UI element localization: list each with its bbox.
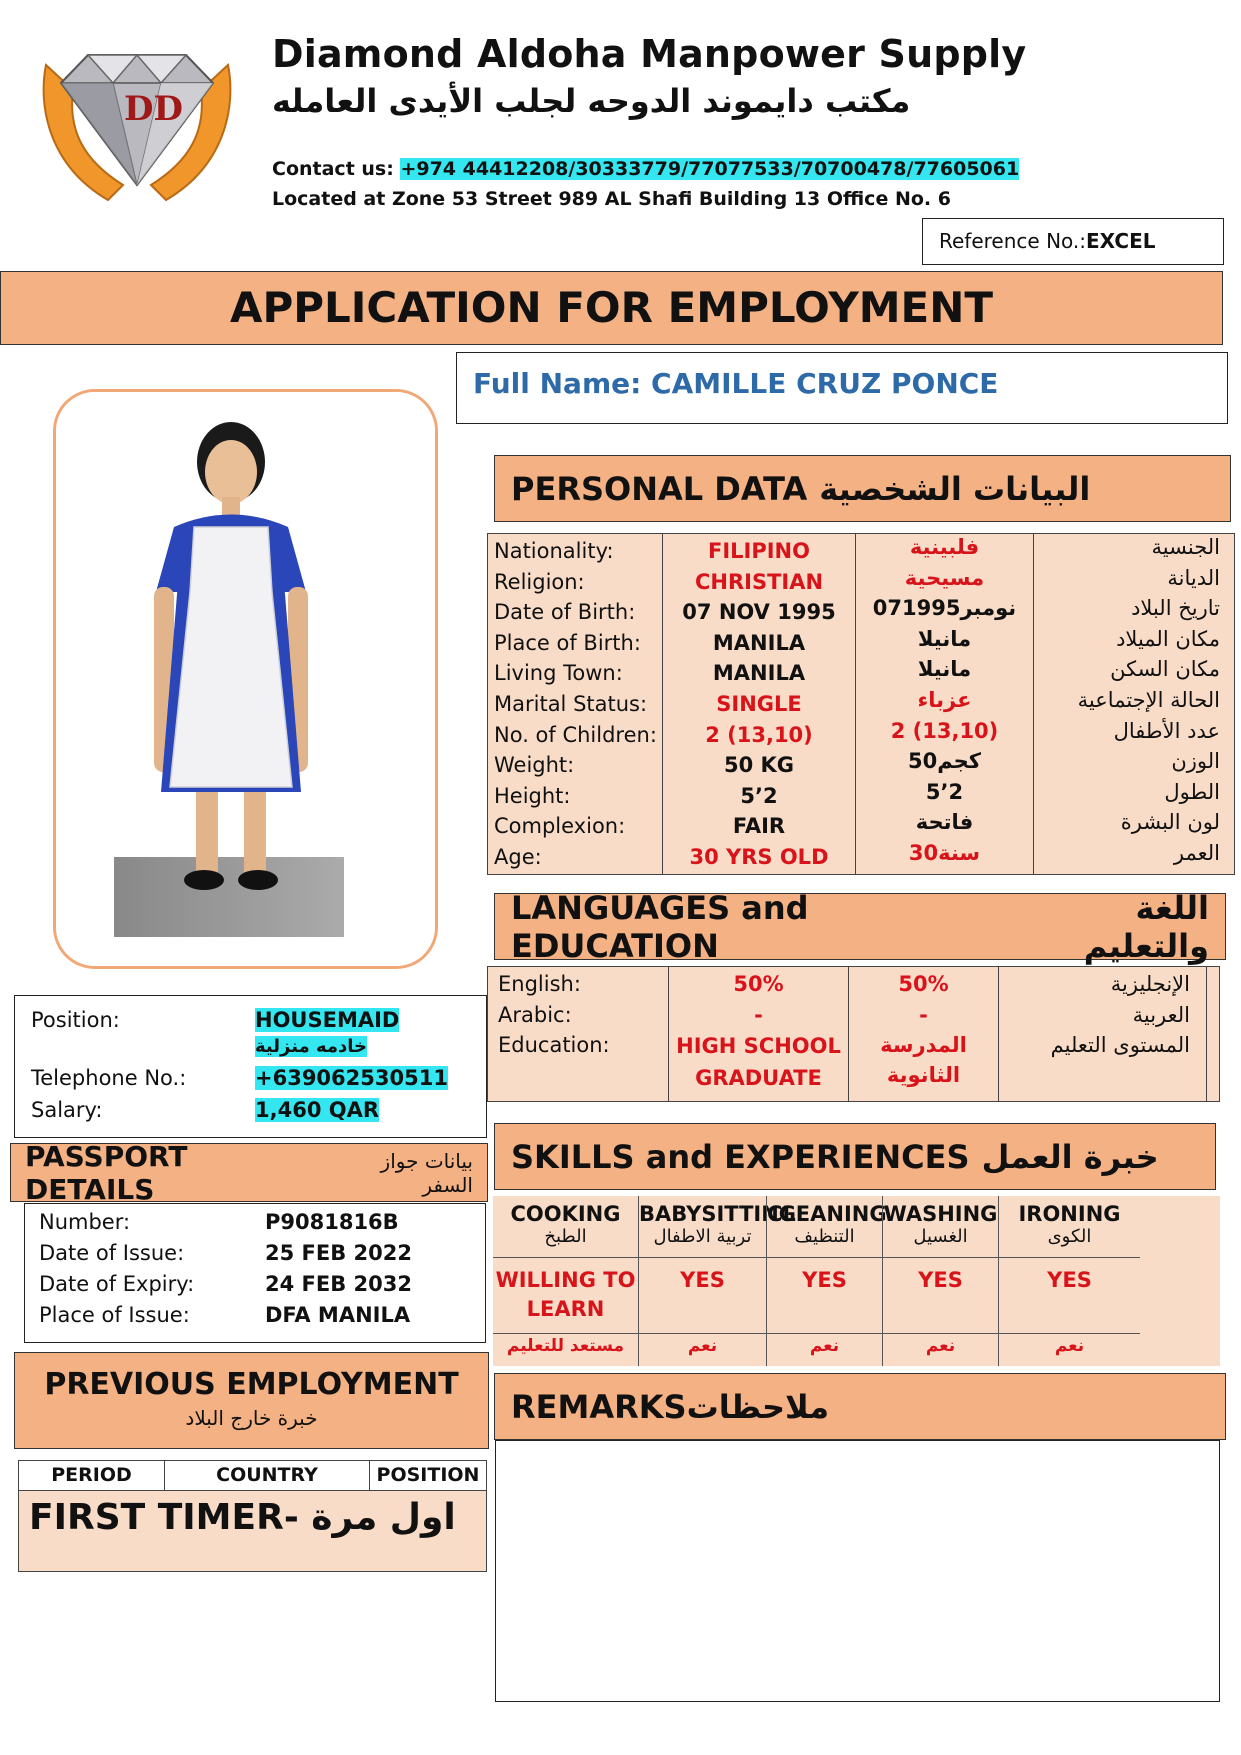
pd-label-ar-0: الجنسية [1151,535,1220,559]
skill-column [638,1196,797,1366]
company-name: Diamond Aldoha Manpower Supply [272,32,1027,76]
skill-name-ar: التنظيف [794,1226,855,1247]
previous-employment-title: PREVIOUS EMPLOYMENT [44,1367,459,1402]
pd-label-ar-1: الديانة [1167,565,1220,590]
languages-header [494,888,1226,965]
language-labels [498,969,610,1061]
first-timer-value: FIRST TIMER- اول مرة [29,1497,456,1538]
skill-name: COOKING [510,1202,621,1226]
skill-value-ar: نعم [809,1336,840,1356]
pd-value-ar-3: مانيلا [917,626,972,651]
previous-employment-header [14,1352,489,1449]
pd-label-9: Complexion: [494,814,626,839]
passport-box [24,1203,486,1343]
skill-name-ar: تربية الاطفال [653,1226,752,1247]
contact-label: Contact us: [272,158,401,180]
passport-header [10,1139,488,1206]
pd-label-2: Date of Birth: [494,600,636,625]
pd-label-5: Marital Status: [494,691,648,716]
pd-label-ar-4: مكان السكن [1110,657,1220,682]
pd-label-10: Age: [494,844,542,869]
col-period: PERIOD [19,1461,165,1490]
personal-data-values [664,536,854,873]
pd-label-6: No. of Children: [494,722,657,747]
pd-label-ar-9: لون البشرة [1120,810,1220,835]
arabic-value-ar: - [919,1002,928,1027]
pd-label-7: Weight: [494,753,575,778]
reference-label: Reference No.: [939,229,1087,253]
language-values-ar [850,969,997,1090]
position-value-ar: خادمه منزلية [255,1036,368,1057]
personal-data-title-ar: البيانات الشخصية [819,469,1091,508]
skill-column [493,1196,638,1366]
full-name: Full Name: CAMILLE CRUZ PONCE [456,352,1228,424]
remarks-title-ar: ملاحظات [686,1387,830,1426]
pd-value-ar-6: 2 (13,10) [890,718,999,743]
reference-box [922,218,1224,265]
skill-name-ar: الطبخ [544,1226,587,1247]
english-value: 50% [733,972,784,996]
skill-column [998,1196,1140,1366]
personal-data-labels-ar [1036,532,1220,869]
skill-name: BABYSITTING [639,1202,797,1226]
col-country: COUNTRY [165,1461,370,1490]
education-label: Education: [498,1033,610,1058]
skill-name: IRONING [1018,1202,1121,1226]
position-box [14,995,487,1138]
arabic-value: - [754,1002,763,1027]
company-name-arabic: مكتب دايموند الدوحه لجلب الأيدى العامله [272,82,911,120]
pd-label-ar-7: الوزن [1171,749,1220,774]
previous-employment-title-ar: خبرة خارج البلاد [185,1406,318,1430]
passport-number-label: Number: [39,1210,131,1234]
pd-value-6: 2 (13,10) [705,722,813,747]
skills-title: SKILLS and EXPERIENCES [511,1137,970,1176]
skill-value: YES [767,1258,882,1334]
pd-value-ar-2: 07نومبر1995 [872,596,1017,621]
pd-label-ar-2: تاريخ البلاد [1131,596,1220,621]
pd-label-ar-10: العمر [1173,840,1220,865]
applicant-photo [53,389,438,969]
language-labels-ar [1000,969,1190,1061]
salary-label: Salary: [31,1098,103,1122]
pd-label-ar-8: الطول [1164,779,1220,804]
pd-value-9: FAIR [732,814,786,839]
page-title: APPLICATION FOR EMPLOYMENT [0,271,1223,345]
pd-value-ar-1: مسيحية [904,565,985,590]
pd-value-8: 5’2 [740,783,778,808]
reference-value: EXCEL [1086,229,1156,253]
pd-label-0: Nationality: [494,539,614,563]
place-of-issue-label: Place of Issue: [39,1303,190,1327]
logo-letters: DD [124,89,183,129]
issue-date-value: 25 FEB 2022 [265,1241,412,1265]
skills-header [494,1123,1216,1190]
pd-value-3: MANILA [712,630,806,655]
skill-column [882,1196,998,1366]
pd-value-5: SINGLE [716,691,802,716]
pd-value-ar-7: 50كجم [907,749,982,774]
personal-data-table [487,533,1235,875]
salary-value: 1,460 QAR [255,1098,380,1122]
pd-value-ar-8: 5’2 [925,779,964,804]
skill-name: CLEANING [767,1202,887,1226]
languages-table [487,966,1220,1102]
pd-value-1: CHRISTIAN [694,569,824,594]
pd-value-4: MANILA [712,661,806,686]
education-label-ar: المستوى التعليم [1050,1033,1190,1058]
pd-label-ar-3: مكان الميلاد [1116,626,1220,651]
pd-value-ar-10: 30سنة [908,840,981,865]
company-logo [28,35,246,215]
pd-label-ar-5: الحالة الإجتماعية [1077,687,1220,712]
education-value: HIGH SCHOOL GRADUATE [676,1034,841,1091]
skill-name-ar: الغسيل [913,1226,968,1247]
passport-title-ar: بيانات جواز السفر [380,1148,473,1197]
telephone-label: Telephone No.: [31,1066,187,1090]
passport-number-value: P9081816B [265,1210,399,1234]
pd-value-ar-0: فلبينية [909,535,980,559]
pd-value-ar-4: مانيلا [917,657,972,682]
skill-value: YES [999,1258,1140,1334]
contact-line [272,158,1019,180]
pd-value-2: 07 NOV 1995 [682,600,836,625]
skills-table [493,1196,1220,1366]
arabic-label-ar: العربية [1132,1002,1190,1027]
telephone-value: +639062530511 [255,1066,448,1090]
skill-value: WILLING TO LEARN [493,1258,638,1334]
skill-value-ar: نعم [925,1336,956,1356]
pd-label-4: Living Town: [494,661,623,686]
pd-value-ar-9: فاتحة [915,810,974,835]
previous-employment-table [18,1460,487,1572]
skill-value-ar: نعم [687,1336,718,1356]
remarks-box [495,1440,1220,1702]
expiry-date-label: Date of Expiry: [39,1272,195,1296]
pd-value-0: FILIPINO [708,539,810,563]
pd-label-ar-6: عدد الأطفال [1113,718,1220,743]
expiry-date-value: 24 FEB 2032 [265,1272,412,1296]
contact-numbers: +974 44412208/30333779/77077533/70700478/77605061 [400,158,1020,180]
skill-value-ar: مستعد للتعليم [506,1336,625,1356]
skill-value: YES [883,1258,998,1334]
education-value-ar: المدرسة الثانوية [880,1033,967,1088]
remarks-title: REMARKS [511,1387,687,1426]
personal-data-labels [494,536,657,873]
personal-data-title: PERSONAL DATA [511,469,808,508]
skills-title-ar: خبرة العمل [981,1137,1159,1176]
issue-date-label: Date of Issue: [39,1241,185,1265]
skill-value: YES [639,1258,766,1334]
col-position: POSITION [376,1464,480,1486]
pd-value-10: 30 YRS OLD [689,844,829,869]
english-label-ar: الإنجليزية [1110,972,1190,996]
pd-value-7: 50 KG [723,753,795,778]
languages-title-ar: اللغة والتعليم [1083,888,1209,965]
skill-name: WASHING [883,1202,998,1226]
skill-name-ar: الكوى [1047,1226,1092,1247]
skill-column [766,1196,887,1366]
pd-value-ar-5: عزباء [917,687,972,712]
position-value: HOUSEMAID [255,1008,400,1032]
position-label: Position: [31,1008,120,1032]
office-location: Located at Zone 53 Street 989 AL Shafi Building 13 Office No. 6 [272,188,951,210]
passport-title: PASSPORT DETAILS [25,1139,188,1206]
language-values [670,969,847,1094]
personal-data-header [494,455,1231,522]
languages-title: LANGUAGES and EDUCATION [511,888,809,965]
english-label: English: [498,972,581,996]
pd-label-3: Place of Birth: [494,630,641,655]
remarks-header [494,1373,1226,1440]
pd-label-8: Height: [494,783,571,808]
skill-value-ar: نعم [1054,1336,1085,1356]
personal-data-values-ar [857,532,1032,869]
place-of-issue-value: DFA MANILA [265,1303,411,1327]
pd-label-1: Religion: [494,569,585,594]
arabic-label: Arabic: [498,1002,572,1027]
english-value-ar: 50% [898,972,949,996]
